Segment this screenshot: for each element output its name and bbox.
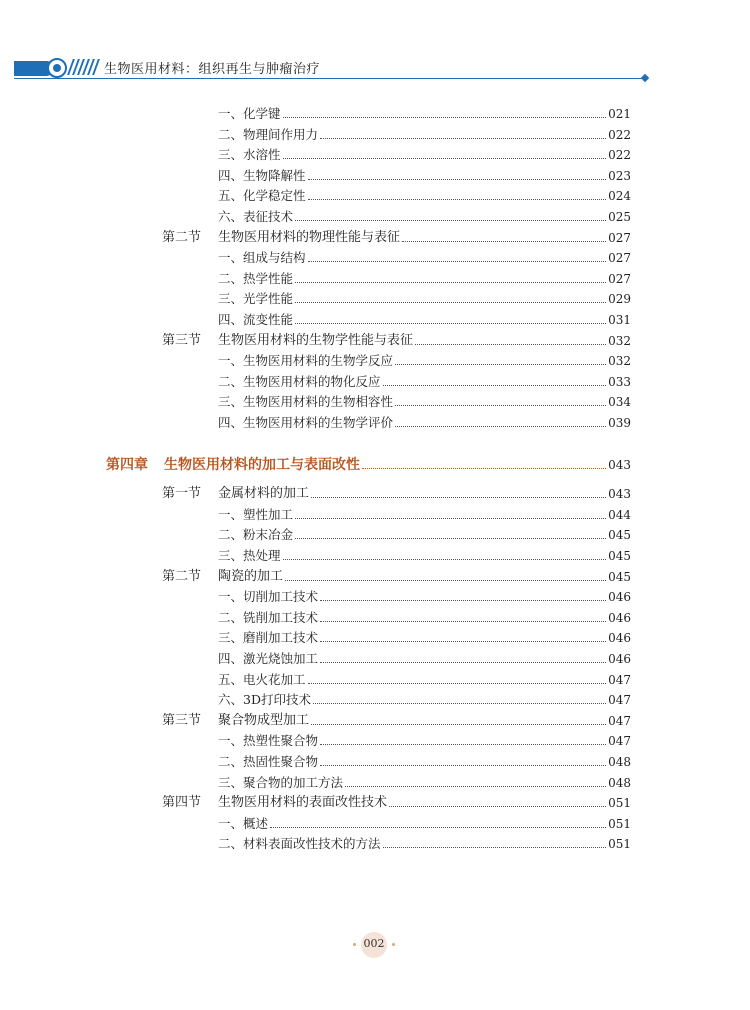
toc-subsection-entry[interactable] — [218, 287, 631, 307]
toc-entry-label — [162, 569, 283, 585]
toc-entry-label — [162, 486, 309, 502]
dot-leader — [320, 764, 606, 766]
toc-entry-title: 生物医用材料的物理性能与表征 — [218, 230, 401, 245]
toc-subsection-entry[interactable] — [218, 246, 631, 266]
toc-entry-title: 三、磨削加工技术 — [218, 630, 319, 645]
toc-entry-label — [162, 713, 309, 729]
toc-chapter-entry[interactable] — [106, 453, 631, 473]
toc-entry-page: 045 — [608, 549, 631, 563]
toc-entry-page: 032 — [608, 334, 631, 348]
toc-entry-number: 第四章 — [106, 457, 148, 473]
toc-entry-page: 047 — [608, 714, 631, 728]
dot-leader — [295, 301, 606, 303]
toc-entry-page: 029 — [608, 292, 631, 306]
toc-entry-title: 生物医用材料的生物学性能与表征 — [218, 333, 414, 348]
toc-entry-label — [218, 209, 293, 225]
toc-subsection-entry[interactable] — [218, 668, 631, 688]
dot-leader — [283, 558, 607, 560]
toc-subsection-entry[interactable] — [218, 390, 631, 410]
toc-entry-page: 027 — [608, 272, 631, 286]
toc-entry-page: 032 — [608, 354, 631, 368]
toc-entry-title: 二、材料表面改性技术的方法 — [218, 836, 381, 851]
dot-leader — [320, 640, 606, 642]
toc-subsection-entry[interactable] — [218, 349, 631, 369]
toc-entry-title: 四、生物降解性 — [218, 168, 306, 183]
dot-leader — [383, 846, 607, 848]
toc-entry-label — [218, 672, 306, 688]
toc-entry-page: 045 — [608, 528, 631, 542]
toc-entry-label — [162, 333, 413, 349]
toc-entry-title: 二、粉末冶金 — [218, 527, 294, 542]
toc-entry-label — [218, 394, 393, 410]
toc-entry-title: 一、化学键 — [218, 106, 281, 121]
dot-leader — [395, 425, 606, 427]
toc-entry-page: 027 — [608, 251, 631, 265]
toc-entry-page: 043 — [608, 458, 631, 472]
header-rule-end-dot — [641, 74, 649, 82]
toc-entry-label — [218, 527, 293, 543]
toc-entry-page: 027 — [608, 231, 631, 245]
toc-entry-number: 第三节 — [162, 713, 202, 728]
toc-entry-page: 047 — [608, 693, 631, 707]
toc-entry-page: 024 — [608, 189, 631, 203]
dot-leader — [311, 496, 606, 498]
dot-leader — [295, 219, 606, 221]
toc-subsection-entry[interactable] — [218, 771, 631, 791]
dot-leader — [313, 702, 606, 704]
toc-entry-label — [218, 836, 381, 852]
toc-entry-page: 051 — [608, 817, 631, 831]
toc-entry-page: 046 — [608, 631, 631, 645]
footer-dot-left — [353, 943, 356, 946]
dot-leader — [308, 260, 607, 262]
header-stripes — [70, 59, 100, 77]
toc-entry-label — [218, 250, 306, 266]
toc-entry-label — [218, 271, 293, 287]
toc-entry-title: 四、流变性能 — [218, 312, 294, 327]
toc-entry-label — [218, 415, 393, 431]
toc-subsection-entry[interactable] — [218, 688, 631, 708]
dot-leader — [402, 240, 606, 242]
toc-entry-title: 金属材料的加工 — [218, 486, 310, 501]
toc-entry-title: 四、生物医用材料的生物学评价 — [218, 415, 394, 430]
dot-leader — [320, 661, 606, 663]
toc-entry-page: 047 — [608, 673, 631, 687]
toc-entry-label — [218, 589, 318, 605]
toc-subsection-entry[interactable] — [218, 812, 631, 832]
toc-section-entry[interactable] — [162, 709, 631, 729]
toc-entry-label — [218, 548, 281, 564]
dot-leader — [345, 785, 606, 787]
toc-entry-page: 023 — [608, 169, 631, 183]
dot-leader — [395, 404, 606, 406]
toc-entry-page: 046 — [608, 652, 631, 666]
toc-entry-number: 第三节 — [162, 333, 202, 348]
toc-subsection-entry[interactable] — [218, 585, 631, 605]
toc-entry-page: 046 — [608, 611, 631, 625]
dot-leader — [295, 537, 606, 539]
toc-subsection-entry[interactable] — [218, 606, 631, 626]
dot-leader — [295, 281, 606, 283]
toc-entry-page: 034 — [608, 395, 631, 409]
toc-entry-page: 039 — [608, 416, 631, 430]
toc-section-entry[interactable] — [162, 329, 631, 349]
dot-leader — [320, 743, 606, 745]
toc-entry-title: 三、聚合物的加工方法 — [218, 775, 344, 790]
dot-leader — [320, 137, 606, 139]
toc-subsection-entry[interactable] — [218, 544, 631, 564]
dot-leader — [308, 198, 607, 200]
toc-subsection-entry[interactable] — [218, 205, 631, 225]
dot-leader — [285, 579, 606, 581]
toc-entry-title: 二、生物医用材料的物化反应 — [218, 374, 381, 389]
toc-entry-title: 陶瓷的加工 — [218, 569, 284, 584]
toc-entry-page: 043 — [608, 487, 631, 501]
toc-subsection-entry[interactable] — [218, 523, 631, 543]
toc-entry-label — [218, 374, 381, 390]
toc-subsection-entry[interactable] — [218, 164, 631, 184]
toc-entry-label — [218, 147, 281, 163]
toc-subsection-entry[interactable] — [218, 832, 631, 852]
toc-entry-label — [218, 188, 306, 204]
toc-entry-title: 二、物理间作用力 — [218, 127, 319, 142]
toc-entry-title: 一、热塑性聚合物 — [218, 733, 319, 748]
toc-entry-page: 051 — [608, 796, 631, 810]
page-number: 002 — [363, 937, 385, 950]
toc-entry-page: 051 — [608, 837, 631, 851]
toc-subsection-entry[interactable] — [218, 123, 631, 143]
toc-entry-label — [218, 610, 318, 626]
toc-entry-number: 第一节 — [162, 486, 202, 501]
dot-leader — [311, 723, 606, 725]
toc-subsection-entry[interactable] — [218, 102, 631, 122]
toc-entry-label — [218, 291, 293, 307]
toc-entry-label — [162, 230, 400, 246]
toc-entry-title: 二、热固性聚合物 — [218, 754, 319, 769]
toc-entry-title: 一、塑性加工 — [218, 507, 294, 522]
dot-leader — [320, 620, 606, 622]
toc-entry-title: 生物医用材料的加工与表面改性 — [164, 457, 360, 473]
toc-subsection-entry[interactable] — [218, 503, 631, 523]
dot-leader — [362, 467, 606, 469]
toc-section-entry[interactable] — [162, 482, 631, 502]
toc-entry-page: 046 — [608, 590, 631, 604]
toc-entry-title: 一、概述 — [218, 816, 269, 831]
toc-entry-title: 聚合物成型加工 — [218, 713, 310, 728]
dot-leader — [415, 343, 606, 345]
toc-entry-label — [218, 127, 318, 143]
dot-leader — [383, 384, 607, 386]
toc-subsection-entry[interactable] — [218, 184, 631, 204]
toc-entry-page: 021 — [608, 107, 631, 121]
toc-entry-title: 三、水溶性 — [218, 147, 281, 162]
toc-entry-number: 第四节 — [162, 795, 202, 810]
toc-entry-page: 048 — [608, 776, 631, 790]
toc-entry-title: 一、切削加工技术 — [218, 589, 319, 604]
dot-leader — [308, 178, 607, 180]
toc-entry-title: 六、3D打印技术 — [218, 692, 311, 707]
toc-entry-label — [218, 353, 393, 369]
toc-subsection-entry[interactable] — [218, 308, 631, 328]
toc-section-entry[interactable] — [162, 791, 631, 811]
toc-entry-label — [218, 106, 281, 122]
toc-subsection-entry[interactable] — [218, 647, 631, 667]
toc-entry-label — [218, 630, 318, 646]
toc-entry-label — [218, 816, 268, 832]
toc-section-entry[interactable] — [162, 226, 631, 246]
toc-entry-label — [106, 457, 360, 473]
page-footer — [0, 932, 750, 958]
toc-entry-page: 022 — [608, 128, 631, 142]
toc-subsection-entry[interactable] — [218, 750, 631, 770]
toc-entry-page: 022 — [608, 148, 631, 162]
dot-leader — [283, 157, 607, 159]
toc-entry-number: 第二节 — [162, 230, 202, 245]
toc-entry-title: 三、热处理 — [218, 548, 281, 563]
dot-leader — [395, 363, 606, 365]
toc-entry-label — [218, 733, 318, 749]
toc-entry-title: 五、化学稳定性 — [218, 188, 306, 203]
header-rule — [14, 78, 644, 79]
toc-entry-label — [218, 507, 293, 523]
toc-entry-label — [218, 754, 318, 770]
running-header — [0, 56, 750, 80]
toc-entry-page: 047 — [608, 734, 631, 748]
toc-entry-label — [218, 168, 306, 184]
dot-leader — [308, 682, 607, 684]
toc-entry-title: 生物医用材料的表面改性技术 — [218, 795, 388, 810]
toc-entry-number: 第二节 — [162, 569, 202, 584]
dot-leader — [270, 826, 606, 828]
toc-entry-title: 一、组成与结构 — [218, 250, 306, 265]
publisher-logo-icon — [47, 58, 67, 78]
toc-entry-page: 045 — [608, 570, 631, 584]
toc-entry-label — [218, 651, 318, 667]
toc-subsection-entry[interactable] — [218, 143, 631, 163]
toc-subsection-entry[interactable] — [218, 626, 631, 646]
book-title: 生物医用材料：组织再生与肿瘤治疗 — [104, 62, 321, 77]
toc-entry-title: 三、生物医用材料的生物相容性 — [218, 394, 394, 409]
toc-entry-title: 五、电火花加工 — [218, 672, 306, 687]
toc-entry-label — [218, 312, 293, 328]
toc-entry-title: 一、生物医用材料的生物学反应 — [218, 353, 394, 368]
dot-leader — [295, 322, 606, 324]
toc-entry-page: 031 — [608, 313, 631, 327]
toc-entry-page: 048 — [608, 755, 631, 769]
dot-leader — [389, 805, 606, 807]
toc-subsection-entry[interactable] — [218, 370, 631, 390]
toc-entry-label — [162, 795, 387, 811]
toc-section-entry[interactable] — [162, 565, 631, 585]
dot-leader — [283, 116, 607, 118]
toc-subsection-entry[interactable] — [218, 411, 631, 431]
toc-subsection-entry[interactable] — [218, 729, 631, 749]
toc-entry-title: 六、表征技术 — [218, 209, 294, 224]
dot-leader — [320, 599, 606, 601]
footer-dot-right — [392, 943, 395, 946]
toc-entry-title: 三、光学性能 — [218, 291, 294, 306]
toc-subsection-entry[interactable] — [218, 267, 631, 287]
toc-entry-page: 044 — [608, 508, 631, 522]
dot-leader — [295, 517, 606, 519]
toc-entry-label — [218, 775, 343, 791]
toc-entry-title: 二、热学性能 — [218, 271, 294, 286]
toc-entry-title: 二、铣削加工技术 — [218, 610, 319, 625]
toc-entry-page: 025 — [608, 210, 631, 224]
toc-entry-title: 四、激光烧蚀加工 — [218, 651, 319, 666]
toc-entry-label — [218, 692, 311, 708]
toc-entry-page: 033 — [608, 375, 631, 389]
